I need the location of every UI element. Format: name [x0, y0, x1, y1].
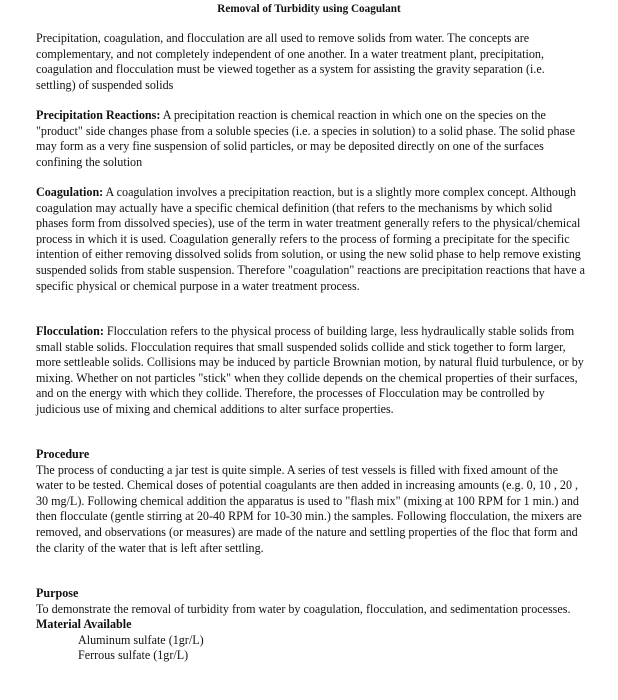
coagulation-paragraph	[36, 185, 586, 294]
flocculation-heading: Flocculation:	[36, 324, 104, 338]
materials-heading: Material Available	[36, 617, 132, 632]
procedure-heading: Procedure	[36, 447, 90, 461]
flocculation-body: Flocculation refers to the physical process of building large, less hydraulically stable solids from small stable solids. Flocculation requires that small suspended solids collide and stick together to form larger, more settleable solids. Collisions may be induced by particle Brownian motion, by natural fluid turbulence, or by mixing. Whether on not particles "stick" when they collide depends on the chemical properties of their surfaces, and on the energy with which they collide. Therefore, the processes of Flocculation may be controlled by judicious use of mixing and chemical additions to alter surface properties.	[36, 324, 584, 416]
purpose-body: To demonstrate the removal of turbidity from water by coagulation, flocculation, and sedimentation processes.	[36, 601, 571, 616]
purpose-section	[36, 586, 586, 664]
purpose-heading: Purpose	[36, 586, 79, 600]
document-title: Removal of Turbidity using Coagulant	[217, 3, 401, 15]
coagulation-heading: Coagulation:	[36, 185, 104, 199]
coagulation-body: A coagulation involves a precipitation reaction, but is a slightly more complex concept. Although coagulation may actually have a specific chemical definition (that refers to the mechanisms by which solid phases form from dissolved species), use of the term in water treatment generally refers to the physical/chemical process in which it is used. Coagulation generally refers to the process of forming a precipitate for the specific intention of either removing dissolved solids from solution, or using the new solid phase to help remove existing suspended solids from stable suspension. Therefore "coagulation" reactions are precipitation reactions that have a specific physical or chemical purpose in a water treatment process.	[36, 185, 585, 293]
procedure-section	[36, 447, 586, 556]
material-item: Aluminum sulfate (1gr/L)	[78, 632, 204, 647]
flocculation-paragraph	[36, 324, 586, 418]
material-item: Ferrous sulfate (1gr/L)	[78, 648, 189, 663]
precipitation-paragraph	[36, 108, 586, 170]
procedure-body: The process of conducting a jar test is quite simple. A series of test vessels is filled with fixed amount of the water to be tested. Chemical doses of potential coagulants are then added in increasing amounts (e.g. 0, 10 , 20 , 30 mg/L). Following chemical addition the apparatus is used to "flash mix" (mixing at 100 RPM for 1 min.) and then flocculate (gentle stirring at 20-40 RPM for 10-30 min.) the samples. Following flocculation, the mixers are removed, and observations (or measures) are made of the nature and settling properties of the floc that form and the clarity of the water that is left after settling.	[36, 462, 582, 555]
precipitation-body: A precipitation reaction is chemical reaction in which one on the species on the "product" side changes phase from a soluble species (i.e. a species in solution) to a solid phase. The solid phase may form as a very fine suspension of solid particles, or may be deposited directly on one of the surfaces confining the solution	[36, 108, 575, 169]
intro-paragraph: Precipitation, coagulation, and flocculation are all used to remove solids from water. The concepts are complementary, and not completely independent of one another. In a water treatment plant, precipitation, coagulation and flocculation must be viewed together as a system for assisting the gravity separation (i.e. settling) of suspended solids	[36, 31, 545, 92]
precipitation-heading: Precipitation Reactions:	[36, 108, 161, 122]
